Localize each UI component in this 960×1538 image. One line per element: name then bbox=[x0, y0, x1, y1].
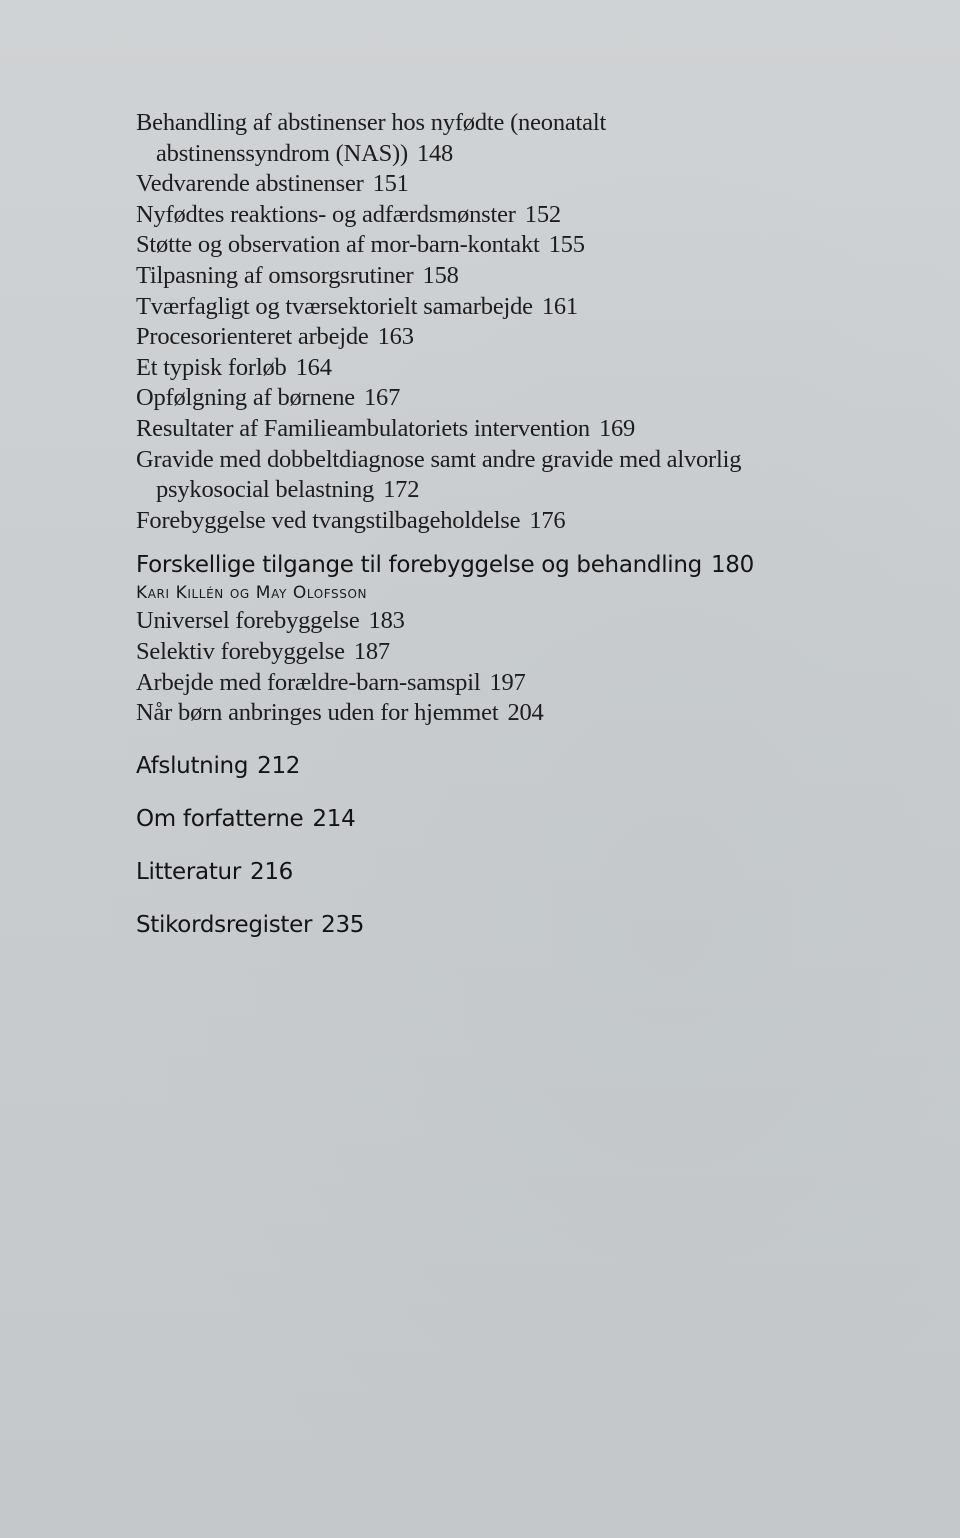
toc-entry-title: Arbejde med forældre-barn-samspil bbox=[136, 668, 481, 696]
toc-entry-title: Selektiv forebyggelse bbox=[136, 637, 345, 665]
back-matter-title: Om forfatterne bbox=[136, 805, 304, 832]
back-matter-title: Stikordsregister bbox=[136, 911, 313, 938]
back-matter-heading bbox=[136, 910, 836, 940]
chapter-page-number: 180 bbox=[710, 552, 754, 579]
toc-page-number: 158 bbox=[422, 261, 459, 289]
toc-entry bbox=[136, 108, 836, 169]
toc-entry-continuation bbox=[136, 139, 836, 170]
back-matter-heading bbox=[136, 751, 836, 781]
toc-entry-title: Opfølgning af børnene bbox=[136, 384, 355, 412]
toc-entry bbox=[136, 261, 836, 292]
toc-entry-title: Universel forebyggelse bbox=[136, 607, 360, 635]
toc-entry bbox=[136, 292, 836, 323]
toc-entry bbox=[136, 668, 836, 699]
toc-entry-title: Resultater af Familieambulatoriets intervention bbox=[136, 414, 590, 442]
back-matter-page-number: 216 bbox=[250, 858, 293, 885]
toc-page-number: 164 bbox=[295, 353, 332, 381]
back-matter-heading bbox=[136, 857, 836, 887]
toc-entry-title: Forebyggelse ved tvangstilbageholdelse bbox=[136, 506, 521, 534]
toc-page-number: 163 bbox=[377, 323, 414, 351]
toc-entry-title: Tværfagligt og tværsektorielt samarbejde bbox=[136, 292, 533, 320]
toc-entry-title: Vedvarende abstinenser bbox=[136, 170, 364, 198]
toc-entry bbox=[136, 414, 836, 445]
toc-page-number: 167 bbox=[363, 384, 401, 412]
toc-entry-title: Nyfødtes reaktions- og adfærdsmønster bbox=[136, 200, 516, 228]
chapter-heading bbox=[136, 550, 836, 580]
toc-entry bbox=[136, 169, 836, 200]
toc-page-number: 169 bbox=[598, 414, 636, 442]
toc-page-number: 151 bbox=[372, 170, 409, 198]
toc-page-number: 161 bbox=[541, 292, 578, 320]
toc-entry-title: Gravide med dobbeltdiagnose samt andre gravide med alvorlig bbox=[136, 445, 742, 473]
toc-entry bbox=[136, 445, 836, 506]
toc-entry-title: Når børn anbringes uden for hjemmet bbox=[136, 699, 499, 727]
back-matter-title: Litteratur bbox=[136, 858, 241, 885]
chapter-title: Forskellige tilgange til forebyggelse og behandling bbox=[136, 552, 702, 579]
back-matter-page-number: 214 bbox=[312, 805, 356, 832]
toc-entry-title: Tilpasning af omsorgsrutiner bbox=[136, 261, 414, 289]
toc-entry bbox=[136, 606, 836, 637]
toc-entry bbox=[136, 698, 836, 729]
table-of-contents bbox=[136, 108, 836, 940]
toc-entry bbox=[136, 322, 836, 353]
toc-entry bbox=[136, 383, 836, 414]
chapter-authors: Kari Killén og May Olofsson bbox=[136, 583, 368, 604]
toc-entry-title: Støtte og observation af mor-barn-kontakt bbox=[136, 231, 540, 259]
toc-entry bbox=[136, 353, 836, 384]
toc-page-number: 176 bbox=[529, 506, 566, 534]
toc-page-number: 204 bbox=[507, 699, 544, 727]
toc-page-number: 152 bbox=[524, 200, 561, 228]
toc-entry-title-continued: abstinenssyndrom (NAS)) bbox=[156, 139, 408, 167]
toc-page-number: 155 bbox=[548, 231, 585, 259]
back-matter-title: Afslutning bbox=[136, 752, 249, 779]
back-matter-page-number: 235 bbox=[321, 911, 365, 938]
toc-page-number: 187 bbox=[353, 637, 390, 665]
toc-entry-title-continued: psykosocial belastning bbox=[156, 476, 375, 504]
toc-page-number: 148 bbox=[416, 139, 454, 167]
toc-entry bbox=[136, 506, 836, 537]
toc-entry bbox=[136, 637, 836, 668]
toc-page-number: 197 bbox=[489, 668, 526, 696]
back-matter-heading bbox=[136, 804, 836, 834]
toc-entry-title: Procesorienteret arbejde bbox=[136, 323, 369, 351]
toc-entry bbox=[136, 230, 836, 261]
toc-entry-title: Behandling af abstinenser hos nyfødte (neonatalt bbox=[136, 109, 607, 136]
toc-page-number: 172 bbox=[383, 476, 420, 504]
toc-entry-continuation bbox=[136, 475, 836, 506]
back-matter-page-number: 212 bbox=[257, 752, 301, 779]
toc-page-number: 183 bbox=[368, 607, 405, 635]
toc-entry-title: Et typisk forløb bbox=[136, 353, 287, 381]
toc-entry bbox=[136, 200, 836, 231]
